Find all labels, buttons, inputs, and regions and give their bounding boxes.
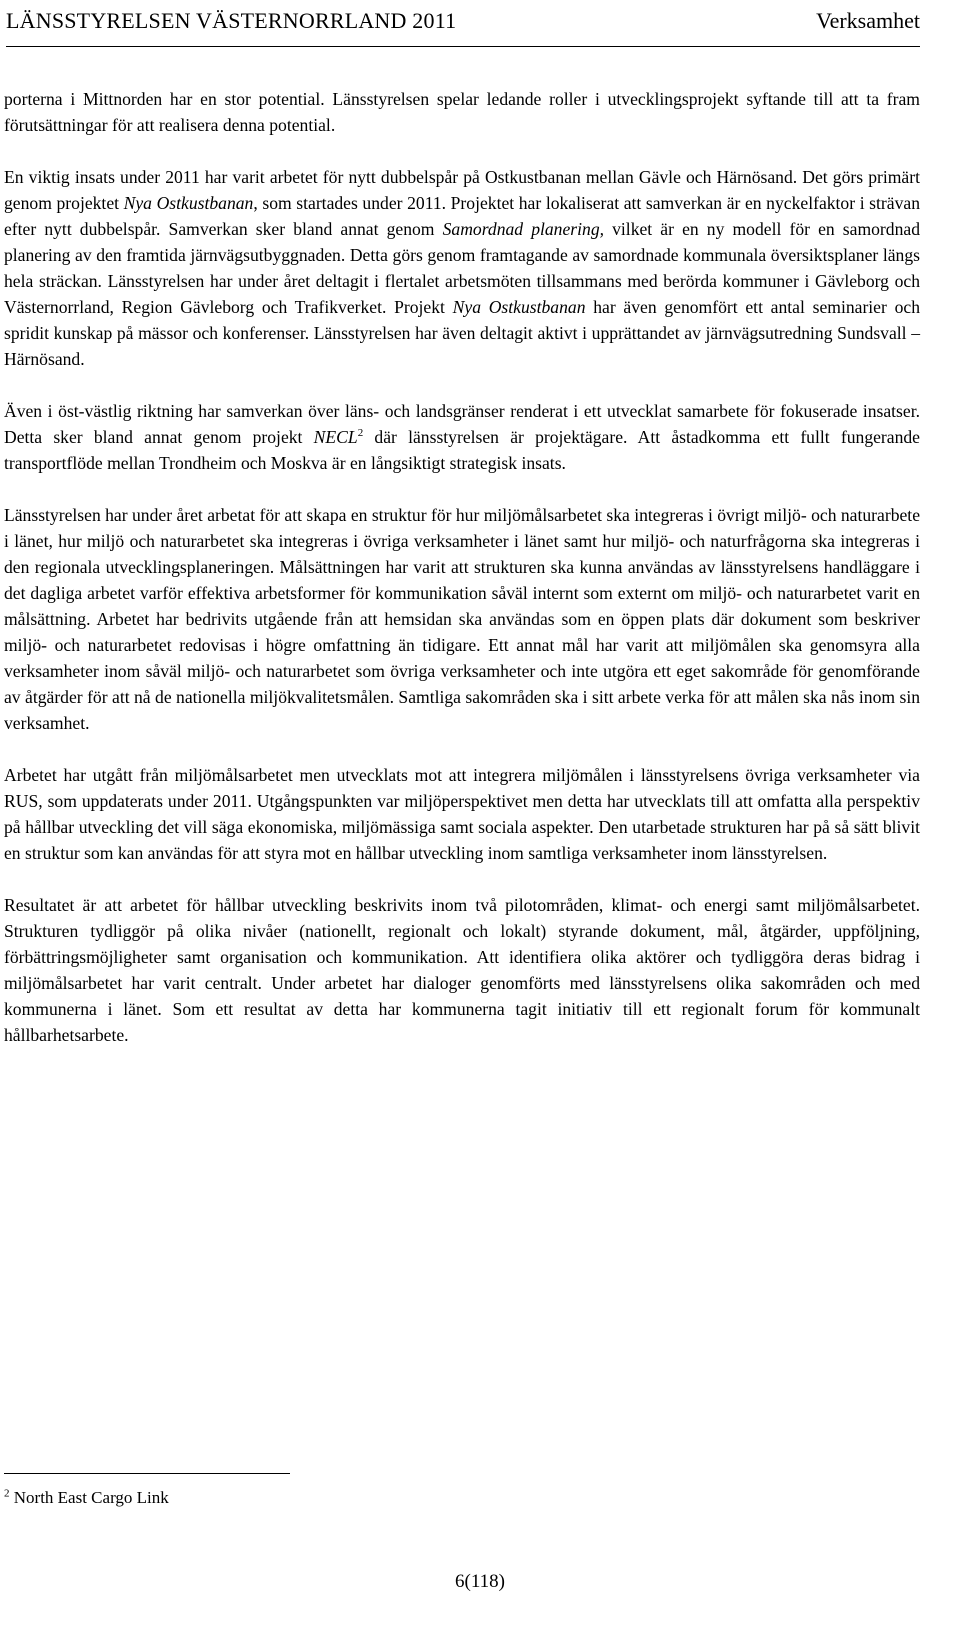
footnote-mark: 2 [4,1487,10,1500]
footnote-separator [4,1473,290,1474]
paragraph-2-text-b: , som startades under 2011. Projektet har lokaliserat att samverkan är en nyckelfaktor i strävan efter nytt dubbelspår. Samverkan sker bland annat genom [4,193,920,239]
project-name-necl: NECL [313,427,358,447]
paragraph-3-text-a: Även i öst-västlig riktning har samverkan över läns- och landsgränser renderat i ett utvecklat samarbete för fokuserade insatser. Detta sker bland annat genom projekt [4,401,920,447]
paragraph-3 [4,398,920,476]
paragraph-2 [4,164,920,372]
samordnad-planering-term: Samordnad planering, [442,219,605,239]
paragraph-6: Resultatet är att arbetet för hållbar utveckling beskrivits inom två pilotområden, klimat- och energi samt miljömålsarbetet. Strukturen tydliggör på olika nivåer (nationellt, regionalt och lokalt) styrande dokument, mål, åtgärder, uppföljning, förbättringsmöjligheter samt organisation och kommunikation. Att identifiera olika aktörer och tydliggöra deras bidrag i miljömålsarbetet har varit centralt. Under arbetet har dialoger genomförts med länsstyrelsens olika sakområden och med kommunerna i länet. Som ett resultat av detta har kommunerna tagit initiativ till ett regionalt forum för kommunalt hållbarhetsarbete. [4,895,920,1045]
paragraph-4: Länsstyrelsen har under året arbetat för att skapa en struktur för hur miljömålsarbetet ska integreras i övrigt miljö- och naturarbete i länet, hur miljö och naturarbetet ska integreras i övriga verksamheter i länet samt hur miljö- och naturfrågorna ska integreras i den regionala utvecklingsplaneringen. Målsättningen har varit att strukturen ska kunna användas av länsstyrelsens handläggare i det dagliga arbetet varför effektiva arbetsformer för kommunikation såväl internt som externt om miljö- och naturarbetet varit en målsättning. Arbetet har bedrivits utgående från att hemsidan ska användas som en öppen plats där dokument som beskriver miljö- och naturarbetet redovisas i högre omfattning än tidigare. Ett annat mål har varit att miljömålen ska genomsyra alla verksamheter inom såväl miljö- och naturarbetet som övriga verksamheter och inte utgöra ett eget sakområde för genomförande av åtgärder för att nå de nationella miljökvalitetsmålen. Samtliga sakområden ska i sitt arbete verka för att målen ska nås inom sin verksamhet. [4,505,921,733]
footnote-reference[interactable]: 2 [357,427,364,440]
paragraph-2-text-a: En viktig insats under 2011 har varit arbetet för nytt dubbelspår på Ostkustbanan mellan Gävle och Härnösand. Det görs primärt genom projektet [4,167,920,213]
paragraph-3-text-b: där länsstyrelsen är projektägare. Att åstadkomma ett fullt fungerande transportflöde mellan Trondheim och Moskva är en långsiktigt strategisk insats. [4,427,920,473]
paragraph-2-text-d: har även genomfört ett antal seminarier och spridit kunskap på mässor och konferenser. Länsstyrelsen har även deltagit aktivt i upprättandet av järnvägsutredning Sundsvall – Härnösand. [4,297,920,369]
footnote [4,1486,169,1510]
header-section: Verksamhet [816,8,920,33]
body-text [4,86,920,1074]
header-title: LÄNSSTYRELSEN VÄSTERNORRLAND 2011 [6,8,457,33]
paragraph-5: Arbetet har utgått från miljömålsarbetet men utvecklats mot att integrera miljömålen i länsstyrelsens övriga verksamheter via RUS, som uppdaterats under 2011. Utgångspunkten var miljöperspektivet men detta har utvecklats till att omfatta alla perspektiv på hållbar utveckling det vill säga ekonomiska, miljömässiga samt sociala aspekter. Den utarbetade strukturen har på så sätt blivit en struktur som kan användas för att styra mot en hållbar utveckling inom samtliga verksamheter inom länsstyrelsen. [4,765,920,863]
paragraph-2-text-c: vilket är en ny modell för en samordnad planering av den framtida järnvägsutbyggnaden. Detta görs genom framtagande av samordnade kommunala översiktsplaner längs hela sträckan. Länsstyrelsen har under året deltagit i flertalet arbetsmöten tillsammans med berörda kommuner i Gävleborg och Västernorrland, Region Gävleborg och Trafikverket. Projekt [4,219,920,317]
footnote-text: North East Cargo Link [9,1488,169,1507]
page-number: 6(118) [455,1571,505,1592]
project-name-nya-ostkustbanan: Nya Ostkustbanan [123,193,254,213]
project-name-nya-ostkustbanan-2: Nya Ostkustbanan [452,297,586,317]
page-header [6,6,920,47]
paragraph-1: porterna i Mittnorden har en stor potential. Länsstyrelsen spelar ledande roller i utvecklingsprojekt syftande till att ta fram förutsättningar för att realisera denna potential. [4,89,920,135]
